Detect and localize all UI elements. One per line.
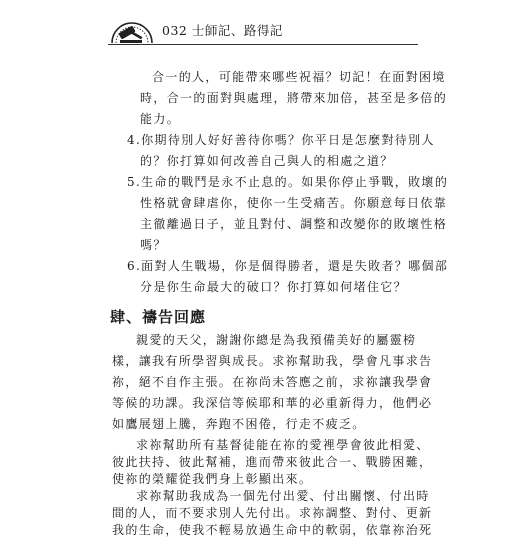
list-item-continuation: 的？你打算如何改善自己與人的相處之道？: [140, 154, 394, 168]
body-text-line: 彼此扶持、彼此幫補，進而帶來彼此合一、戰勝困難，: [112, 455, 433, 469]
header-rule: [108, 44, 418, 45]
body-text-line: 合一的人，可能帶來哪些祝福？切記！在面對困境: [152, 70, 446, 84]
body-text-line: 親愛的天父，謝謝你總是為我預備美好的屬靈榜: [136, 333, 417, 347]
body-text-line: 求祢幫助所有基督徒能在祢的愛裡學會彼此相愛、: [136, 438, 430, 452]
body-text-line: 樣，讓我有所學習與成長。求祢幫助我，學會凡事求告: [112, 354, 433, 368]
body-text-line: 間的人，而不要求別人先付出。求祢調整、對付、更新: [112, 506, 433, 520]
gavel-emblem-icon: [108, 14, 156, 46]
list-item-continuation: 主徹離過日子，並且對付、調整和改變你的敗壞性格: [140, 217, 448, 231]
body-text-line: 能力。: [140, 112, 181, 126]
list-item-continuation: 性格就會肆虐你，使你一生受痛苦。你願意每日依靠: [140, 196, 448, 210]
running-head: 032 士師記、路得記: [162, 23, 283, 38]
page-header: [108, 14, 418, 48]
body-text-line: 等候的功課。我深信等候耶和華的必重新得力，他們必: [112, 396, 433, 410]
list-item-continuation: 分是你生命最大的破口？你打算如何堵住它？: [140, 280, 408, 294]
body-text-line: 使祢的榮耀從我們身上彰顯出來。: [112, 472, 313, 486]
body-text-line: 時，合一的面對與處理，將帶來加倍，甚至是多倍的: [140, 91, 448, 105]
list-item: 4.你期待別人好好善待你嗎？你平日是怎麼對待別人: [127, 133, 435, 147]
body-text-line: 祢，絕不自作主張。在祢尚未答應之前，求祢讓我學會: [112, 375, 433, 389]
section-heading: 肆、禱告回應: [110, 308, 207, 326]
body-text-line: 求祢幫助我成為一個先付出愛、付出關懷、付出時: [136, 489, 430, 503]
body-text-line: 如鷹展翅上騰，奔跑不困倦，行走不疲乏。: [112, 417, 366, 431]
body-text-line: 我的生命，使我不輕易放過生命中的軟弱，依靠祢治死: [112, 523, 433, 537]
list-item-continuation: 嗎？: [140, 238, 167, 252]
list-item: 5.生命的戰鬥是永不止息的。如果你停止爭戰，敗壞的: [127, 175, 449, 189]
list-item: 6.面對人生戰場，你是個得勝者，還是失敗者？哪個部: [127, 259, 449, 273]
